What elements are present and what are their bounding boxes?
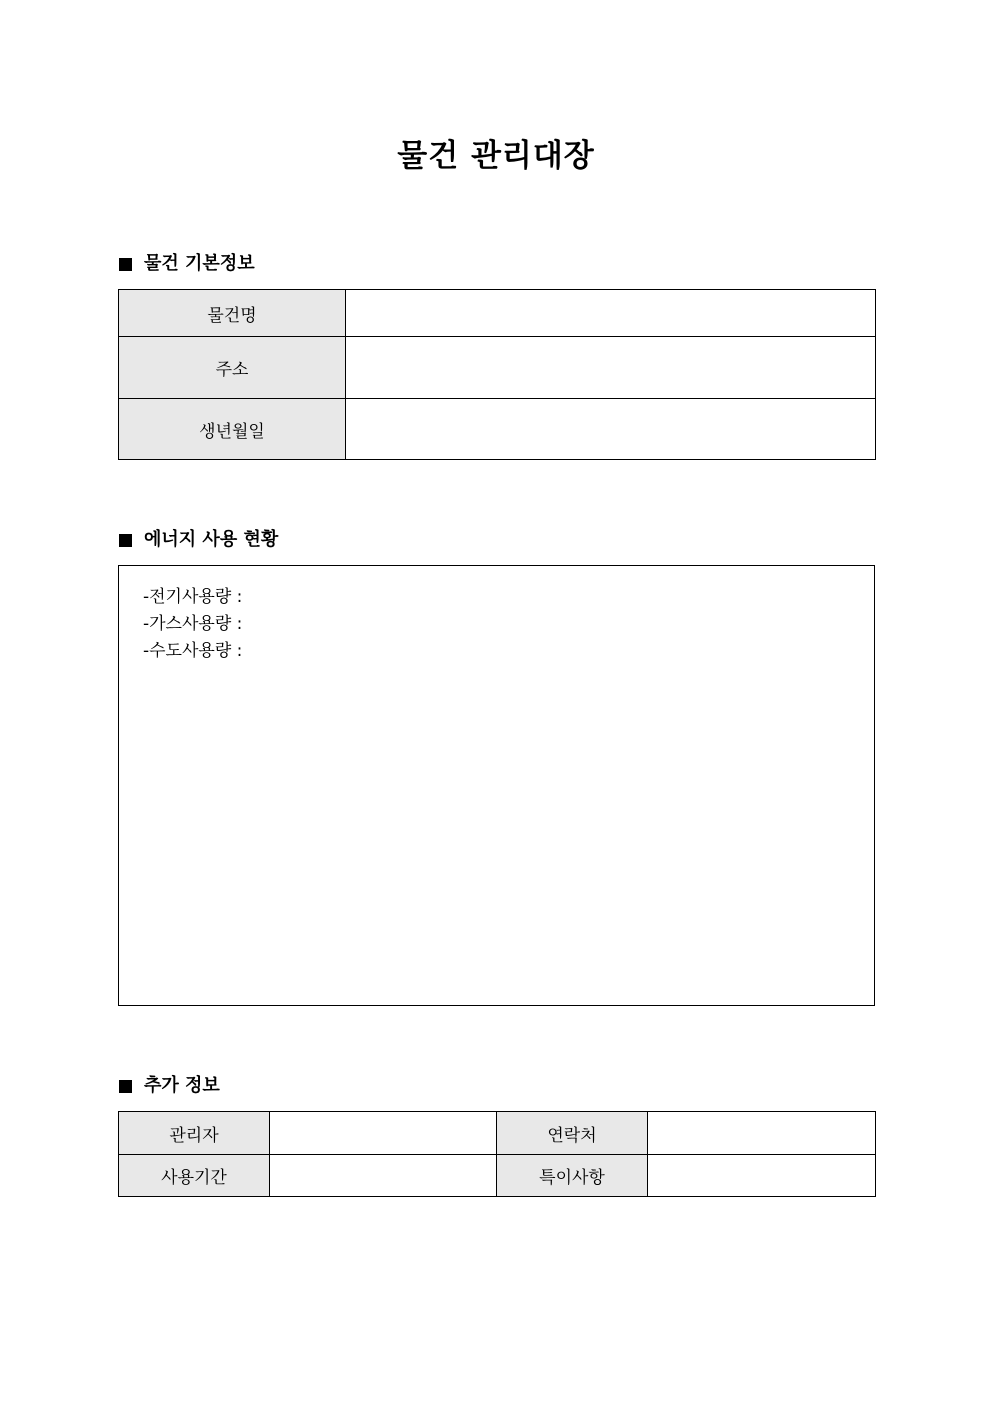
section-heading-energy-label: 에너지 사용 현황	[144, 529, 279, 550]
section-heading-extra-label: 추가 정보	[144, 1075, 220, 1096]
section-heading-basic-label: 물건 기본정보	[144, 253, 255, 274]
extra-info-table	[118, 1111, 876, 1197]
square-bullet-icon	[119, 258, 132, 271]
basic-info-table	[118, 289, 876, 460]
table-row	[119, 337, 876, 399]
label-item-name: 물건명	[119, 290, 346, 337]
section-heading-basic	[119, 251, 255, 277]
field-manager[interactable]	[270, 1112, 497, 1155]
field-birthdate[interactable]	[346, 399, 876, 460]
section-heading-energy	[119, 527, 278, 553]
label-remarks: 특이사항	[497, 1155, 648, 1197]
label-usage-period: 사용기간	[119, 1155, 270, 1197]
field-address[interactable]	[346, 337, 876, 399]
table-row	[119, 290, 876, 337]
document-title: 물건 관리대장	[397, 138, 595, 174]
field-contact[interactable]	[648, 1112, 876, 1155]
label-contact: 연락처	[497, 1112, 648, 1155]
square-bullet-icon	[119, 1080, 132, 1093]
section-heading-extra	[119, 1073, 220, 1099]
square-bullet-icon	[119, 534, 132, 547]
label-manager: 관리자	[119, 1112, 270, 1155]
energy-line-electricity: -전기사용량 :	[143, 587, 243, 607]
field-remarks[interactable]	[648, 1155, 876, 1197]
energy-line-gas: -가스사용량 :	[143, 614, 243, 634]
label-birthdate: 생년월일	[119, 399, 346, 460]
field-item-name[interactable]	[346, 290, 876, 337]
energy-usage-box[interactable]	[118, 565, 875, 1006]
field-usage-period[interactable]	[270, 1155, 497, 1197]
energy-line-water: -수도사용량 :	[143, 641, 243, 661]
table-row	[119, 399, 876, 460]
label-address: 주소	[119, 337, 346, 399]
table-row	[119, 1155, 876, 1197]
table-row	[119, 1112, 876, 1155]
